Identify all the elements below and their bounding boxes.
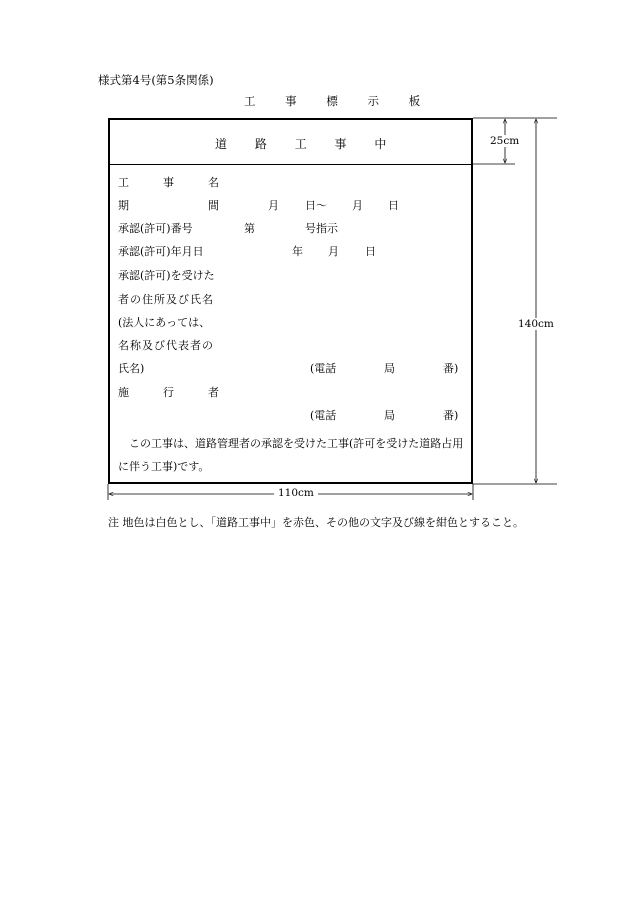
period-month-2: 月: [352, 199, 363, 212]
approval-date-year: 年: [292, 245, 303, 258]
contractor-char: 施: [118, 386, 129, 399]
dimension-total-height: 140cm: [518, 318, 554, 330]
period-label-right: 間: [208, 199, 219, 212]
title-char: 板: [408, 94, 423, 108]
applicant-line: (法人にあっては、: [118, 316, 211, 329]
title-char: 工: [244, 94, 258, 108]
contractor-char: 行: [163, 386, 174, 399]
period-day-1: 日〜: [305, 199, 327, 212]
title-char: 示: [367, 94, 381, 108]
phone-open: (電話: [310, 409, 337, 422]
approval-date-day: 日: [365, 245, 376, 258]
title-char: 標: [326, 94, 340, 108]
heading-char: 中: [374, 137, 387, 151]
form-number: 様式第4号(第5条関係): [98, 73, 214, 87]
footnote: 注 地色は白色とし、「道路工事中」を赤色、その他の文字及び線を紺色とすること。: [108, 516, 524, 529]
applicant-line: 者の住所及び氏名: [118, 293, 214, 306]
approval-number-prefix: 第: [244, 222, 255, 235]
approval-number-suffix: 号指示: [305, 222, 338, 235]
period-label-left: 期: [118, 199, 129, 212]
title-char: 事: [285, 94, 299, 108]
applicant-line: 氏名): [118, 362, 145, 375]
approval-number-label: 承認(許可)番号: [118, 222, 193, 235]
work-name-char: 事: [163, 176, 174, 189]
phone-exchange: 局: [384, 409, 395, 422]
approval-date-month: 月: [328, 245, 339, 258]
dimension-width: 110cm: [274, 487, 318, 499]
phone-number-close: 番): [443, 409, 459, 422]
heading-char: 道: [215, 137, 228, 151]
applicant-line: 承認(許可)を受けた: [118, 269, 215, 282]
phone-open: (電話: [310, 362, 337, 375]
work-name-char: 名: [208, 176, 219, 189]
work-name-char: 工: [118, 176, 129, 189]
contractor-char: 者: [208, 386, 219, 399]
heading-char: 工: [294, 137, 307, 151]
board-notice-text: この工事は、道路管理者の承認を受けた工事(許可を受けた道路占用に伴う工事)です。: [118, 437, 464, 473]
applicant-line: 名称及び代表者の: [118, 339, 214, 352]
approval-date-label: 承認(許可)年月日: [118, 245, 204, 258]
heading-char: 事: [334, 137, 347, 151]
phone-number-close: 番): [443, 362, 459, 375]
phone-exchange: 局: [384, 362, 395, 375]
period-day-2: 日: [388, 199, 399, 212]
heading-char: 路: [254, 137, 267, 151]
dimension-header-height: 25cm: [490, 135, 520, 147]
period-month-1: 月: [268, 199, 279, 212]
